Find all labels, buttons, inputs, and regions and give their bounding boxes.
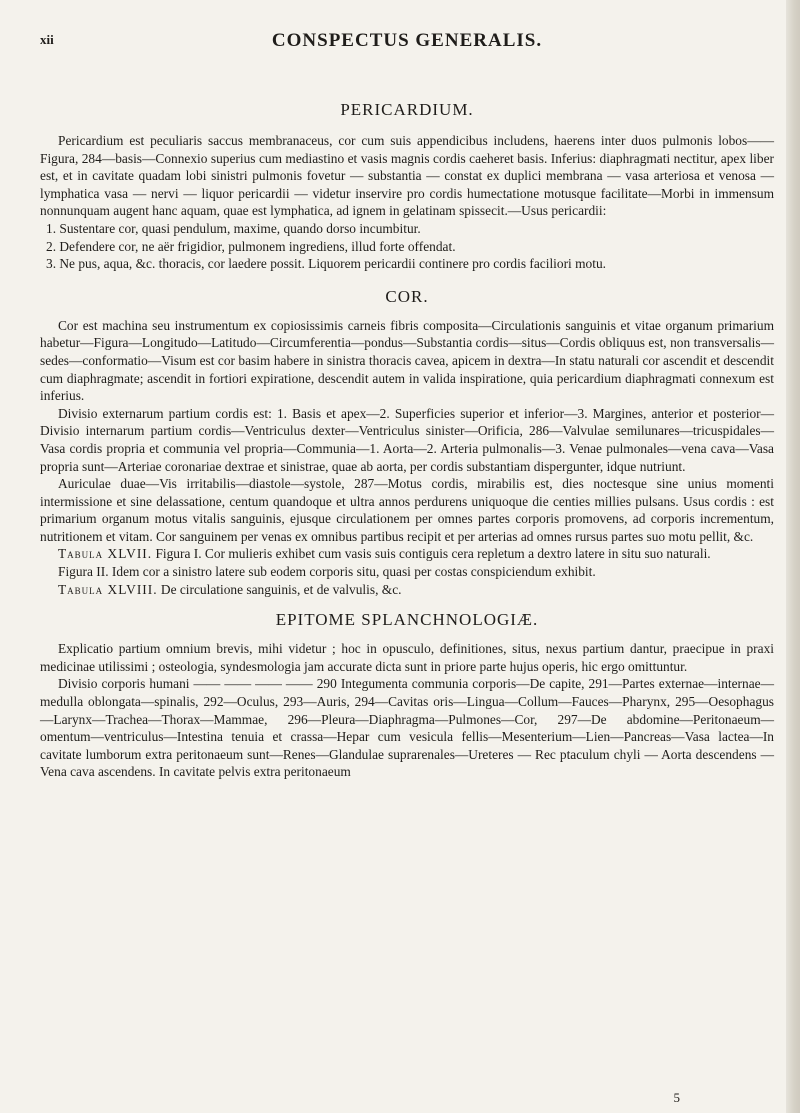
cor-tabula-48 (40, 581, 774, 599)
page-number: xii (40, 32, 54, 47)
cor-figura-2: Figura II. Idem cor a sinistro latere sub eodem corporis situ, quasi per costas conspiciendum exhibit. (58, 564, 596, 580)
pericardium-use-2: 2. Defendere cor, ne aër frigidior, pulmonem ingrediens, illud forte offendat. (46, 238, 456, 254)
section-title-epitome: EPITOME SPLANCHNOLOGIÆ. (275, 610, 539, 630)
cor-paragraph-2: Divisio externarum partium cordis est: 1. Basis et apex—2. Superficies superior et inferior—3. Margines, anterior et posterior—Divisio internarum partium cordis—Ventriculus dexter—Ventriculus sinister—Orificia, 286—Valvulae semilunares—tricuspidales—Vasa cordis propria et communia vel propria—Communia—1. Aorta—2. Arteria pulmonalis—3. Venae pulmonales—vena cava—Vasa propria sunt—Arteriae coronariae dextrae et sinistrae, quae ab aorta, per cordis substantiam dispergunter, idque nutriunt. (40, 405, 774, 474)
cor-paragraph-3: Auriculae duae—Vis irritabilis—diastole—systole, 287—Motus cordis, mirabilis est, dies noctesque sine unius momenti intermissione et sine delassatione, centum quandoque et ultra annos perdurens uniquoque die centies millies pulsans. Usus cordis : est primarium organum motus vitalis sanguinis, ejusque circulationem per omnes partes corporis promovens, ad corporis incrementum, nutritionem et vitam. Cor sanguinem per venas ex omnibus partibus recipit et per arterias ad omnes rursus partes suo motu pellit, &c. (40, 476, 774, 544)
cor-tabula-47 (40, 545, 774, 563)
running-title: CONSPECTUS GENERALIS. (271, 30, 543, 51)
signature-mark: 5 (673, 1090, 680, 1105)
tabula-47-label: Tabula XLVII. (58, 546, 153, 562)
tabula-48-text: De circulatione sanguinis, et de valvulis, &c. (157, 581, 402, 597)
tabula-47-text: Figura I. Cor mulieris exhibet cum vasis suis contiguis cera repletum a dextro latere in situ suo naturali. (152, 546, 711, 562)
pericardium-use-3: 3. Ne pus, aqua, &c. thoracis, cor laedere possit. Liquorem pericardii continere pro cordis faciliori motu. (46, 256, 606, 272)
running-head (40, 30, 774, 66)
epitome-paragraph-1: Explicatio partium omnium brevis, mihi videtur ; hoc in opusculo, definitiones, situs, nexus partium dantur, praecipue in praxi medicinae utilissimi ; osteologia, syndesmologia jam accurate dicta sunt in priore parte hujus operis, hic ergo omittuntur. (40, 641, 774, 674)
tabula-48-label: Tabula XLVIII. (58, 581, 158, 597)
pericardium-use-1: 1. Sustentare cor, quasi pendulum, maxime, quando dorso incumbitur. (46, 220, 421, 236)
cor-paragraph-1: Cor est machina seu instrumentum ex copiosissimis carneis fibris composita—Circulationis sanguinis et vitae organum primarium habetur—Figura—Longitudo—Latitudo—Circumferentia—pondus—Substantia cordis—situs—Cordis obliquus est, non transversalis—sedes—conformatio—Visum est cor basim habere in sinistra thoracis cavea, apicem in dextra—In statu naturali cor ascendit et descendit cum diaphragmate; ascendit in fortiori expiratione, descendit autem in valida inspiratione, quia pericardium diaphragmati connexum est inferius. (40, 317, 774, 404)
epitome-paragraph-2: Divisio corporis humani —— —— —— —— 290 Integumenta communia corporis—De capite, 291—Partes externae—internae—medulla oblongata—spinalis, 292—Oculus, 293—Auris, 294—Cavitas oris—Lingua—Collum—Fauces—Pharynx, 295—Oesophagus—Larynx—Trachea—Thorax—Mammae, 296—Pleura—Diaphragma—Pulmones—Cor, 297—De abdomine—Peritonaeum—omentum—ventriculus—Intestina tenuia et crassa—Hepar cum vesicula fellis—Mesenterium—Lien—Pancreas—Vasa lactea—In cavitate lumborum extra peritonaeum sunt—Renes—Glandulae suprarenales—Ureteres — Rec ptaculum chyli — Aorta descendens — Vena cava ascendens. In cavitate pelvis extra peritonaeum (40, 676, 774, 780)
page-edge-shadow (786, 0, 800, 1113)
section-title-pericardium: PERICARDIUM. (340, 100, 474, 119)
section-title-cor: COR. (385, 286, 429, 306)
pericardium-intro: Pericardium est peculiaris saccus membranaceus, cor cum suis appendicibus includens, haerens inter duos pulmonis lobos——Figura, 284—basis—Connexio superius cum mediastino et vasis magnis cordis caeheret basis. Inferius: diaphragmati nectitur, apex liber est, et in cavitate quadam lobi sinistri pulmonis fovetur — substantia — constat ex duplici membrana — vasa arteriosa et venosa — lymphatica vasa — nervi — liquor pericardii — videtur inservire pro cordis humectatione motusque facilitate—Morbi in immensum nonnunquam augent hanc aquam, quae est lymphatica, ad ignem in gelatinam spissecit.—Usus pericardii: (40, 133, 774, 219)
